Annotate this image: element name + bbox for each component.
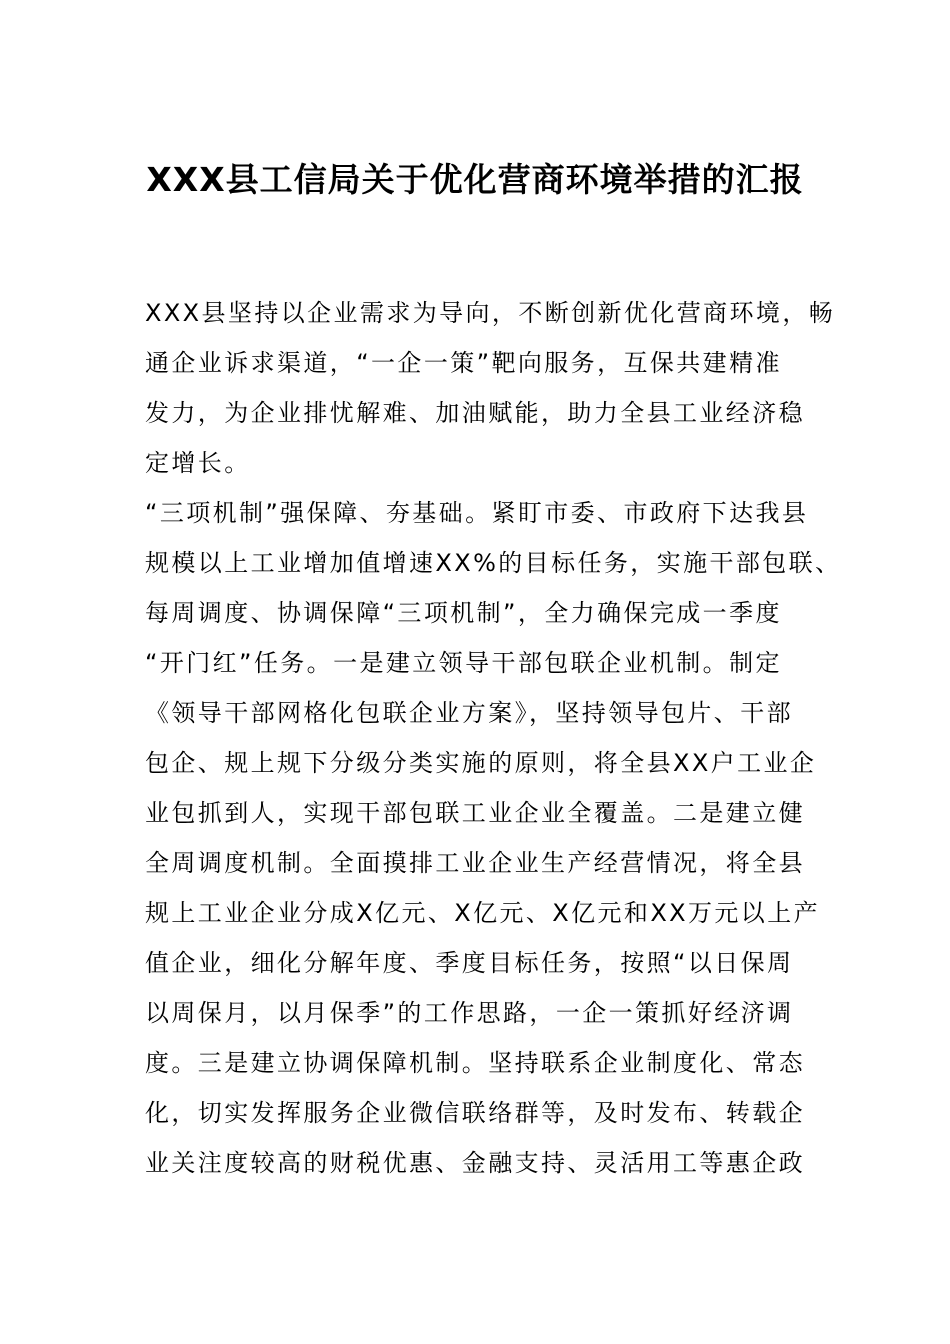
document-body: [145, 288, 842, 1188]
body-line: 包企、规上规下分级分类实施的原则，将全县XX户工业企: [145, 749, 817, 777]
body-line: 通企业诉求渠道，“一企一策”靶向服务，互保共建精准: [145, 349, 782, 377]
body-line: 定增长。: [145, 449, 251, 477]
body-line: “开门红”任务。一是建立领导干部包联企业机制。制定: [145, 649, 782, 677]
body-line: 《领导干部网格化包联企业方案》，坚持领导包片、干部: [145, 699, 793, 727]
document-title: XXX县工信局关于优化营商环境举措的汇报: [146, 160, 804, 199]
body-line: 度。三是建立协调保障机制。坚持联系企业制度化、常态: [145, 1049, 805, 1077]
body-line: “三项机制”强保障、夯基础。紧盯市委、市政府下达我县: [145, 499, 809, 527]
body-line: XXX县坚持以企业需求为导向，不断创新优化营商环境，畅: [145, 299, 836, 327]
body-line: 业关注度较高的财税优惠、金融支持、灵活用工等惠企政: [145, 1149, 805, 1177]
body-line: 规模以上工业增加值增速XX%的目标任务，实施干部包联、: [145, 549, 842, 577]
body-line: 发力，为企业排忧解难、加油赋能，助力全县工业经济稳: [145, 399, 805, 427]
body-line: 值企业，细化分解年度、季度目标任务，按照“以日保周: [145, 949, 794, 977]
body-line: 全周调度机制。全面摸排工业企业生产经营情况，将全县: [145, 849, 805, 877]
body-line: 业包抓到人，实现干部包联工业企业全覆盖。二是建立健: [145, 799, 805, 827]
body-line: 规上工业企业分成X亿元、X亿元、X亿元和XX万元以上产: [145, 899, 821, 927]
body-line: 化，切实发挥服务企业微信联络群等，及时发布、转载企: [145, 1099, 805, 1127]
body-line: 每周调度、协调保障“三项机制”，全力确保完成一季度: [145, 599, 782, 627]
body-line: 以周保月，以月保季”的工作思路，一企一策抓好经济调: [145, 999, 794, 1027]
